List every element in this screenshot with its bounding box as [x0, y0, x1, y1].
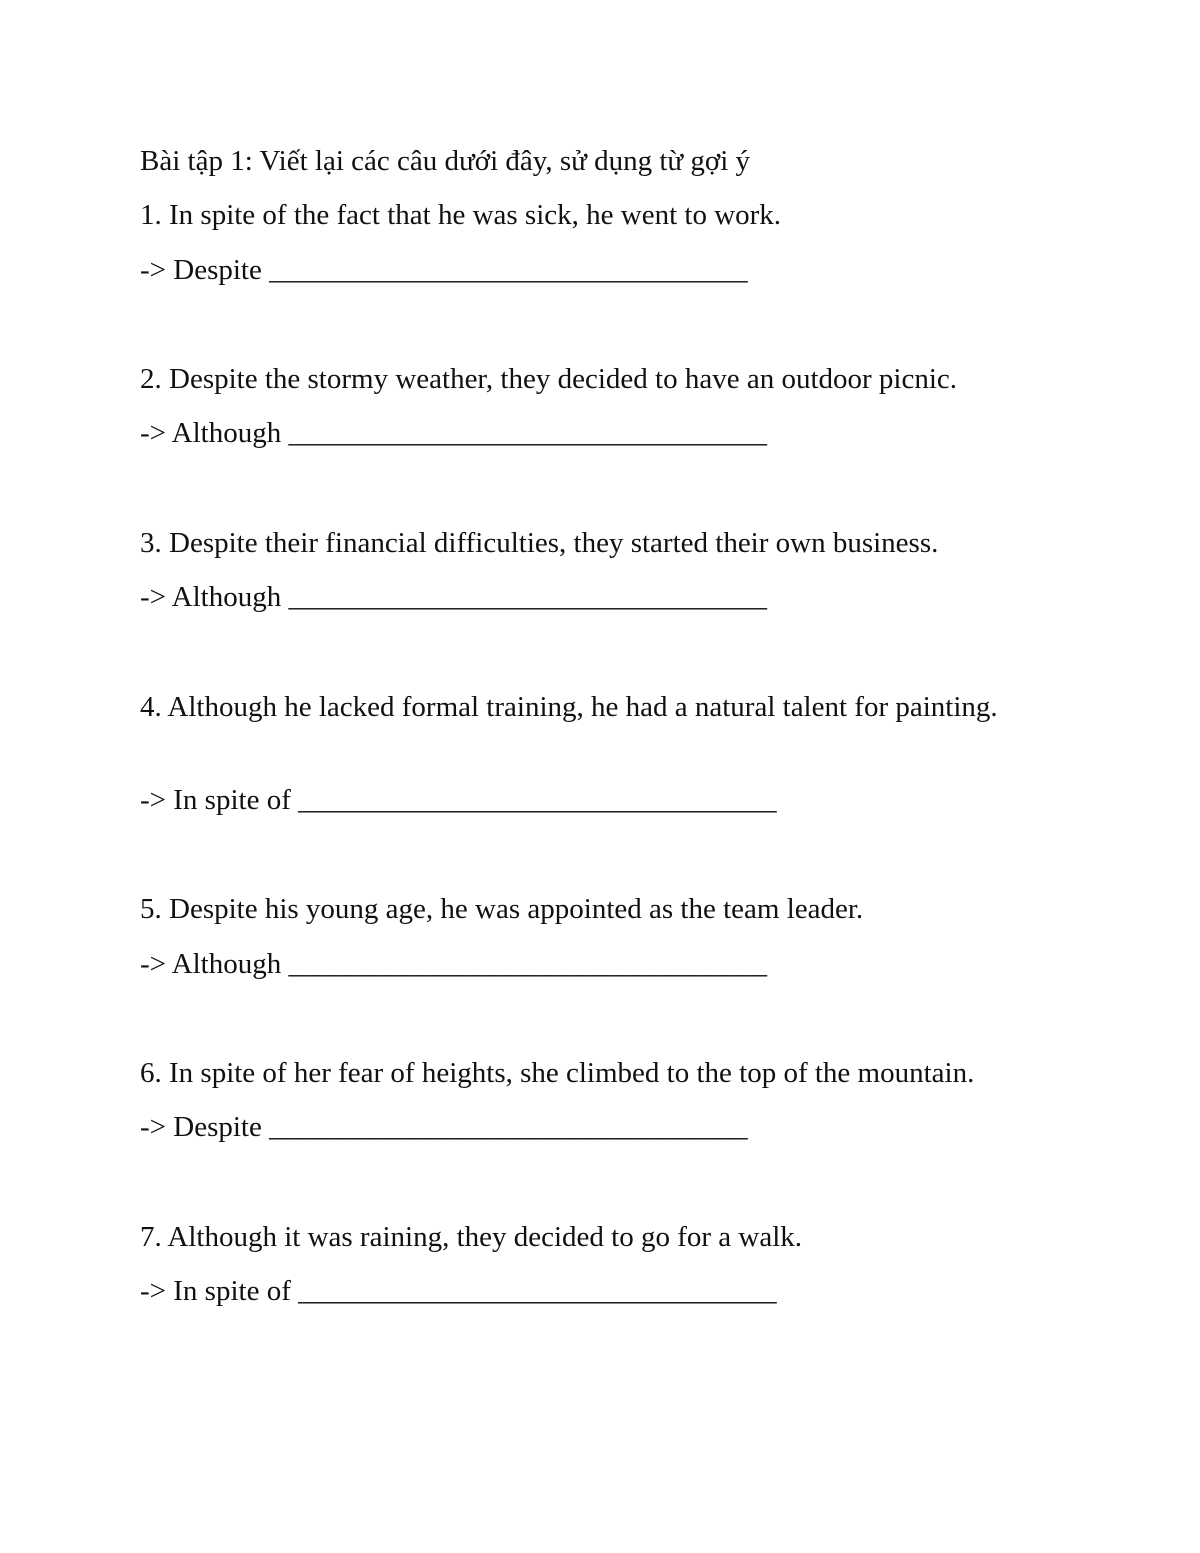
- exercise-sentence-3: 3. Despite their financial difficulties, they started their own business.: [140, 527, 939, 559]
- answer-line-4: -> In spite of _________________________________: [140, 784, 777, 816]
- answer-line-6: -> Despite _________________________________: [140, 1111, 748, 1143]
- exercise-sentence-1: 1. In spite of the fact that he was sick, he went to work.: [140, 199, 782, 231]
- answer-line-7: -> In spite of _________________________________: [140, 1275, 777, 1307]
- answer-line-5: -> Although _________________________________: [140, 948, 767, 980]
- exercise-sentence-2: 2. Despite the stormy weather, they decided to have an outdoor picnic.: [140, 363, 958, 395]
- worksheet-page: [140, 0, 1070, 1553]
- exercise-sentence-4: 4. Although he lacked formal training, he had a natural talent for painting.: [140, 691, 998, 723]
- answer-line-3: -> Although _________________________________: [140, 581, 767, 613]
- answer-line-2: -> Although _________________________________: [140, 417, 767, 449]
- exercise-title: Bài tập 1: Viết lại các câu dưới đây, sử dụng từ gợi ý: [140, 145, 751, 177]
- exercise-sentence-6: 6. In spite of her fear of heights, she climbed to the top of the mountain.: [140, 1057, 975, 1089]
- exercise-sentence-5: 5. Despite his young age, he was appointed as the team leader.: [140, 893, 864, 925]
- answer-line-1: -> Despite _________________________________: [140, 254, 748, 286]
- exercise-sentence-7: 7. Although it was raining, they decided to go for a walk.: [140, 1221, 803, 1253]
